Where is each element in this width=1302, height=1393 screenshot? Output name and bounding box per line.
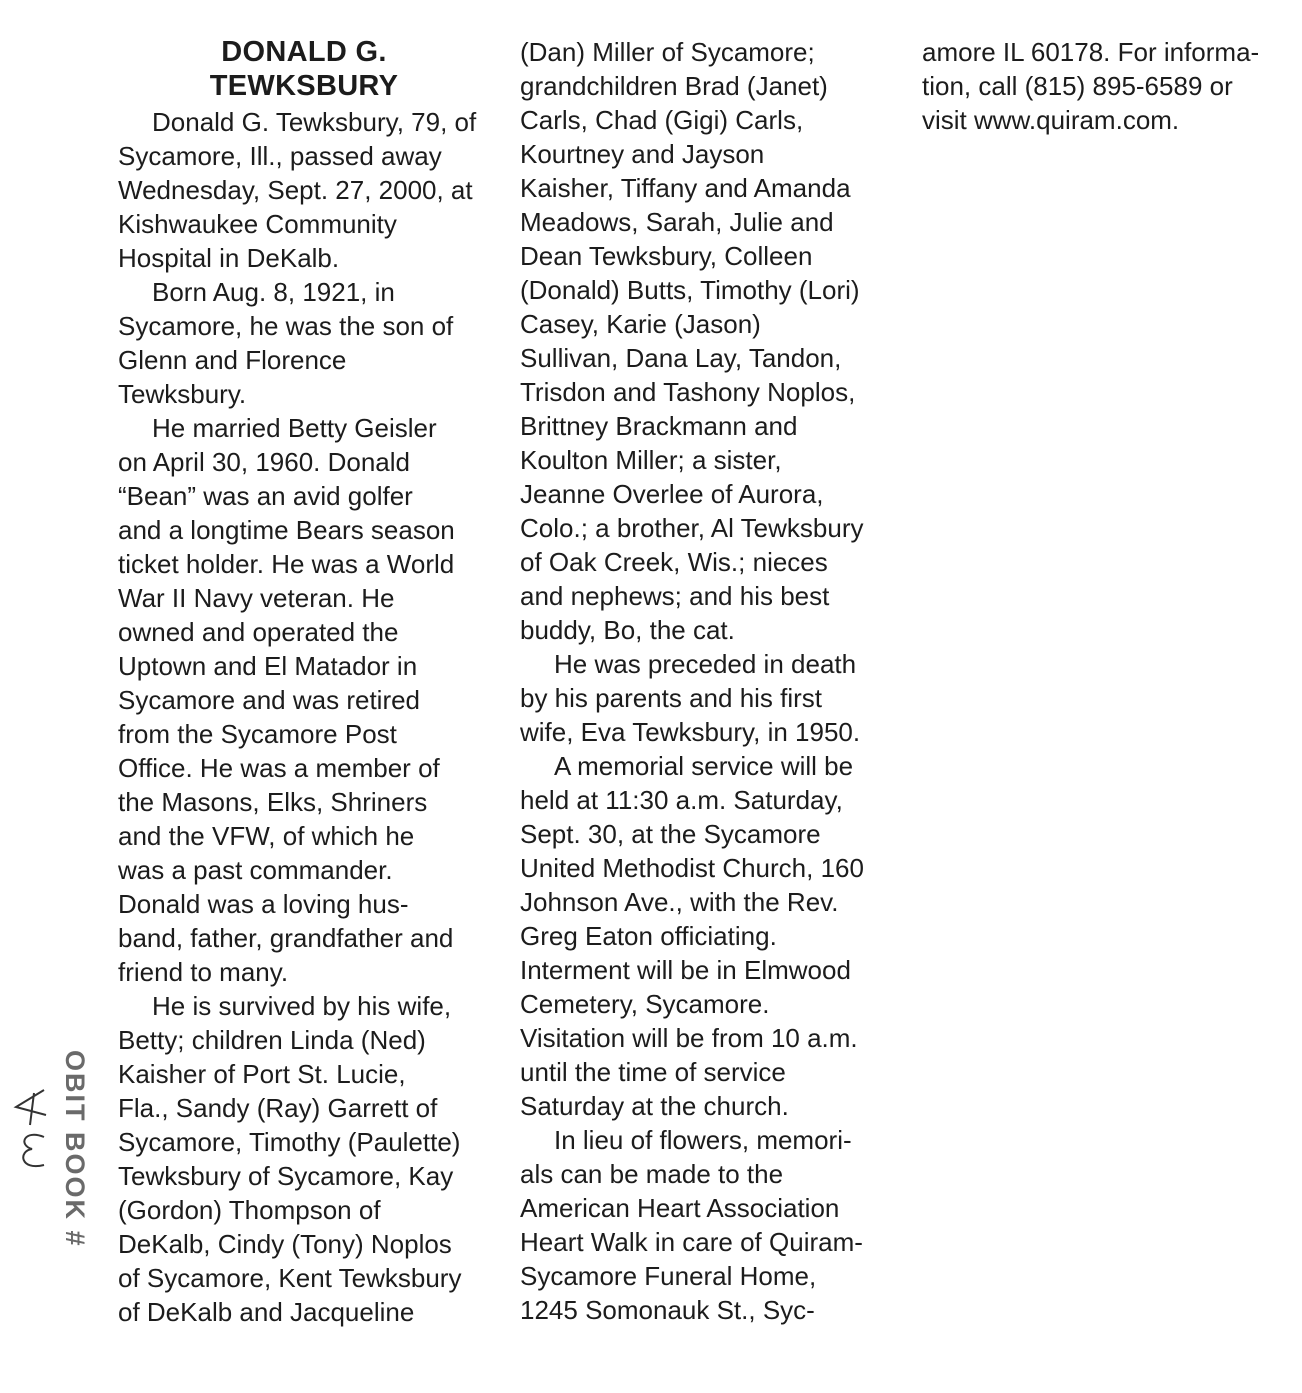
paragraph <box>520 35 890 647</box>
title-line: DONALD G. <box>221 36 387 68</box>
text-line: from the Sycamore Post <box>118 719 397 749</box>
text-line: the Masons, Elks, Shriners <box>118 787 428 817</box>
text-line: 1245 Somonauk St., Syc- <box>520 1295 815 1325</box>
text-line: Uptown and El Matador in <box>118 651 418 681</box>
text-line: Wednesday, Sept. 27, 2000, at <box>118 175 473 205</box>
text-line: buddy, Bo, the cat. <box>520 615 735 645</box>
title-line: TEWKSBURY <box>209 70 399 102</box>
text-line: ticket holder. He was a World <box>118 549 455 579</box>
text-line: als can be made to the <box>520 1159 784 1189</box>
text-line: Glenn and Florence <box>118 345 347 375</box>
text-line: Hospital in DeKalb. <box>118 243 340 273</box>
text-line: (Gordon) Thompson of <box>118 1195 381 1225</box>
paragraph <box>118 989 488 1329</box>
text-line: Brittney Brackmann and <box>520 411 798 441</box>
text-line: Johnson Ave., with the Rev. <box>520 887 839 917</box>
text-line: In lieu of flowers, memori- <box>554 1125 852 1155</box>
column-1 <box>118 105 488 1329</box>
text-line: He married Betty Geisler <box>152 413 437 443</box>
text-line: He was preceded in death <box>554 649 857 679</box>
text-line: of Oak Creek, Wis.; nieces <box>520 547 828 577</box>
text-line: friend to many. <box>118 957 289 987</box>
text-line: Visitation will be from 10 a.m. <box>520 1023 858 1053</box>
text-line: Cemetery, Sycamore. <box>520 989 770 1019</box>
paragraph <box>118 105 488 275</box>
paragraph <box>922 35 1292 137</box>
text-line: visit www.quiram.com. <box>922 105 1180 135</box>
text-line: United Methodist Church, 160 <box>520 853 864 883</box>
text-line: DeKalb, Cindy (Tony) Noplos <box>118 1229 452 1259</box>
text-line: wife, Eva Tewksbury, in 1950. <box>520 717 861 747</box>
paragraph <box>520 647 890 749</box>
text-line: Carls, Chad (Gigi) Carls, <box>520 105 804 135</box>
text-line: (Donald) Butts, Timothy (Lori) <box>520 275 860 305</box>
text-line: Heart Walk in care of Quiram- <box>520 1227 863 1257</box>
text-line: Donald G. Tewksbury, 79, of <box>152 107 477 137</box>
paragraph <box>118 411 488 989</box>
text-line: Born Aug. 8, 1921, in <box>152 277 395 307</box>
text-line: Kourtney and Jayson <box>520 139 765 169</box>
text-line: Fla., Sandy (Ray) Garrett of <box>118 1093 438 1123</box>
text-line: Donald was a loving hus- <box>118 889 409 919</box>
obit-book-stamp: OBIT BOOK # <box>60 1050 90 1248</box>
text-line: (Dan) Miller of Sycamore; <box>520 37 815 67</box>
text-line: of Sycamore, Kent Tewksbury <box>118 1263 462 1293</box>
text-line: Tewksbury. <box>118 379 247 409</box>
text-line: A memorial service will be <box>554 751 854 781</box>
text-line: amore IL 60178. For informa- <box>922 37 1260 67</box>
handwritten-number-43 <box>4 1085 54 1175</box>
text-line: Saturday at the church. <box>520 1091 789 1121</box>
text-line: Sycamore, Timothy (Paulette) <box>118 1127 461 1157</box>
paragraph <box>520 749 890 1123</box>
text-line: Sept. 30, at the Sycamore <box>520 819 821 849</box>
text-line: Tewksbury of Sycamore, Kay <box>118 1161 454 1191</box>
text-line: Greg Eaton officiating. <box>520 921 777 951</box>
text-line: Sycamore, Ill., passed away <box>118 141 442 171</box>
text-line: Meadows, Sarah, Julie and <box>520 207 834 237</box>
obituary-title <box>118 35 490 103</box>
text-line: held at 11:30 a.m. Saturday, <box>520 785 843 815</box>
text-line: Koulton Miller; a sister, <box>520 445 782 475</box>
text-line: War II Navy veteran. He <box>118 583 395 613</box>
text-line: Sullivan, Dana Lay, Tandon, <box>520 343 842 373</box>
text-line: band, father, grandfather and <box>118 923 454 953</box>
text-line: Betty; children Linda (Ned) <box>118 1025 426 1055</box>
text-line: tion, call (815) 895-6589 or <box>922 71 1233 101</box>
text-line: and the VFW, of which he <box>118 821 415 851</box>
text-line: Sycamore, he was the son of <box>118 311 454 341</box>
text-line: Sycamore Funeral Home, <box>520 1261 817 1291</box>
paragraph <box>118 275 488 411</box>
text-line: and a longtime Bears season <box>118 515 455 545</box>
text-line: Kaisher, Tiffany and Amanda <box>520 173 851 203</box>
column-2 <box>520 35 890 1327</box>
text-line: Colo.; a brother, Al Tewksbury <box>520 513 864 543</box>
paragraph <box>520 1123 890 1327</box>
text-line: He is survived by his wife, <box>152 991 452 1021</box>
text-line: until the time of service <box>520 1057 786 1087</box>
text-line: was a past commander. <box>118 855 393 885</box>
text-line: Office. He was a member of <box>118 753 440 783</box>
column-3 <box>922 35 1292 137</box>
text-line: Jeanne Overlee of Aurora, <box>520 479 824 509</box>
text-line: owned and operated the <box>118 617 399 647</box>
text-line: Interment will be in Elmwood <box>520 955 851 985</box>
text-line: and nephews; and his best <box>520 581 830 611</box>
text-line: Kaisher of Port St. Lucie, <box>118 1059 406 1089</box>
text-line: of DeKalb and Jacqueline <box>118 1297 415 1327</box>
text-line: grandchildren Brad (Janet) <box>520 71 828 101</box>
text-line: Sycamore and was retired <box>118 685 421 715</box>
text-line: Casey, Karie (Jason) <box>520 309 761 339</box>
text-line: American Heart Association <box>520 1193 840 1223</box>
text-line: Trisdon and Tashony Noplos, <box>520 377 856 407</box>
text-line: “Bean” was an avid golfer <box>118 481 413 511</box>
text-line: Dean Tewksbury, Colleen <box>520 241 813 271</box>
text-line: on April 30, 1960. Donald <box>118 447 410 477</box>
text-line: Kishwaukee Community <box>118 209 397 239</box>
text-line: by his parents and his first <box>520 683 823 713</box>
